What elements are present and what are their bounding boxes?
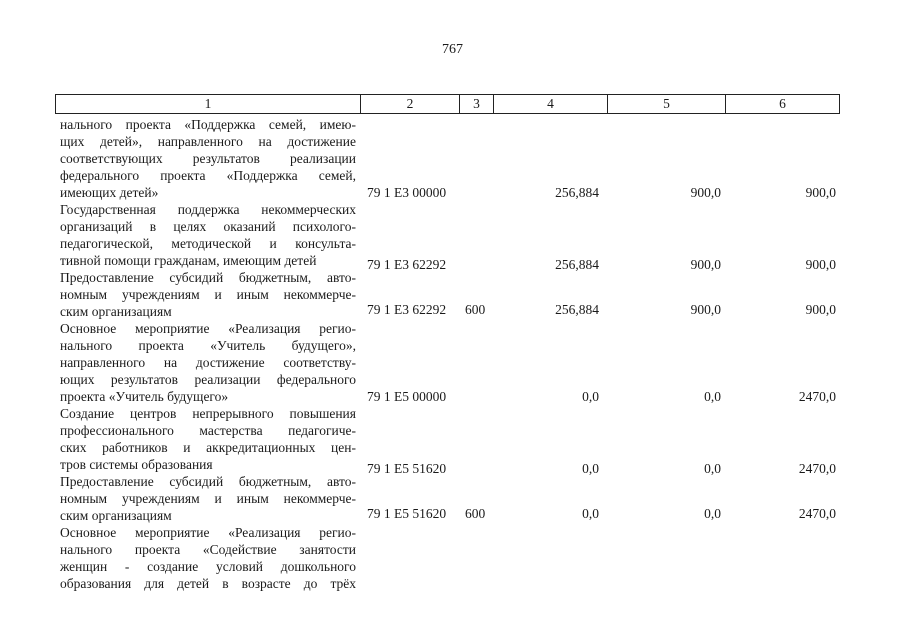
column-header-3: 3 bbox=[460, 95, 494, 113]
amount-column-5: 0,0 bbox=[704, 461, 721, 476]
row-values bbox=[60, 301, 840, 318]
description-line: нального проекта «Поддержка семей, имею- bbox=[60, 117, 356, 132]
amount-column-5: 900,0 bbox=[690, 257, 721, 272]
table-row bbox=[60, 320, 840, 405]
amount-column-6: 2470,0 bbox=[798, 461, 836, 476]
row-values bbox=[60, 184, 840, 201]
amount-column-6: 2470,0 bbox=[798, 389, 836, 404]
description-line: проекта «Учитель будущего» bbox=[60, 389, 229, 404]
amount-column-4: 0,0 bbox=[582, 461, 599, 476]
description-line: Государственная поддержка некоммерческих bbox=[60, 202, 356, 217]
amount-column-6: 900,0 bbox=[805, 302, 836, 317]
description-line: Основное мероприятие «Реализация регио- bbox=[60, 525, 356, 540]
amount-column-4: 256,884 bbox=[555, 185, 599, 200]
description-line: нального проекта «Учитель будущего», bbox=[60, 338, 356, 353]
expense-type-code: 600 bbox=[465, 302, 486, 317]
amount-column-4: 256,884 bbox=[555, 257, 599, 272]
description-line: имеющих детей» bbox=[60, 185, 159, 200]
description-line: профессионального мастерства педагогиче- bbox=[60, 423, 356, 438]
amount-column-5: 900,0 bbox=[690, 185, 721, 200]
target-article-code: 79 1 E5 00000 bbox=[367, 389, 447, 404]
expense-type-code: 600 bbox=[465, 506, 486, 521]
row-values bbox=[60, 505, 840, 522]
amount-column-5: 0,0 bbox=[704, 506, 721, 521]
row-description bbox=[60, 524, 356, 592]
description-line: тивной помощи гражданам, имеющим детей bbox=[60, 253, 317, 268]
table-row bbox=[60, 116, 840, 201]
column-header-1: 1 bbox=[56, 95, 361, 113]
description-line: ских работников и аккредитационных цен- bbox=[60, 440, 356, 455]
description-line: ющих результатов реализации федерального bbox=[60, 372, 356, 387]
column-header-row bbox=[55, 94, 840, 114]
amount-column-4: 256,884 bbox=[555, 302, 599, 317]
description-line: щих детей», направленного на достижение bbox=[60, 134, 356, 149]
amount-column-6: 900,0 bbox=[805, 257, 836, 272]
description-line: Основное мероприятие «Реализация регио- bbox=[60, 321, 356, 336]
budget-table-body bbox=[60, 116, 840, 592]
table-row bbox=[60, 201, 840, 272]
target-article-code: 79 1 E5 51620 bbox=[367, 461, 447, 476]
description-line: педагогической, методической и консульта- bbox=[60, 236, 356, 251]
amount-column-6: 900,0 bbox=[805, 185, 836, 200]
description-line: Предоставление субсидий бюджетным, авто- bbox=[60, 270, 356, 285]
description-line: соответствующих результатов реализации bbox=[60, 151, 356, 166]
column-header-4: 4 bbox=[494, 95, 608, 113]
column-header-6: 6 bbox=[779, 96, 786, 111]
amount-column-4: 0,0 bbox=[582, 506, 599, 521]
table-row bbox=[60, 269, 840, 320]
target-article-code: 79 1 E3 62292 bbox=[367, 302, 447, 317]
description-line: номным учреждениям и иным некоммерче- bbox=[60, 287, 356, 302]
description-line: тров системы образования bbox=[60, 457, 213, 472]
description-line: Предоставление субсидий бюджетным, авто- bbox=[60, 474, 356, 489]
table-row bbox=[60, 473, 840, 524]
column-header-2: 2 bbox=[361, 95, 460, 113]
target-article-code: 79 1 E5 51620 bbox=[367, 506, 447, 521]
target-article-code: 79 1 E3 62292 bbox=[367, 257, 447, 272]
description-line: ским организациям bbox=[60, 508, 172, 523]
amount-column-6: 2470,0 bbox=[798, 506, 836, 521]
column-header-5: 5 bbox=[608, 95, 726, 113]
description-line: нального проекта «Содействие занятости bbox=[60, 542, 356, 557]
description-line: направленного на достижение соответству- bbox=[60, 355, 356, 370]
amount-column-5: 900,0 bbox=[690, 302, 721, 317]
row-values bbox=[60, 388, 840, 405]
description-line: женщин - создание условий дошкольного bbox=[60, 559, 356, 574]
target-article-code: 79 1 E3 00000 bbox=[367, 185, 447, 200]
table-row bbox=[60, 524, 840, 592]
description-line: образования для детей в возрасте до трёх bbox=[60, 576, 356, 591]
description-line: организаций в целях оказаний психолого- bbox=[60, 219, 356, 234]
table-row bbox=[60, 405, 840, 476]
description-line: ским организациям bbox=[60, 304, 172, 319]
description-line: Создание центров непрерывного повышения bbox=[60, 406, 356, 421]
amount-column-4: 0,0 bbox=[582, 389, 599, 404]
page-number: 767 bbox=[442, 42, 463, 57]
description-line: федерального проекта «Поддержка семей, bbox=[60, 168, 356, 183]
amount-column-5: 0,0 bbox=[704, 389, 721, 404]
description-line: номным учреждениям и иным некоммерче- bbox=[60, 491, 356, 506]
